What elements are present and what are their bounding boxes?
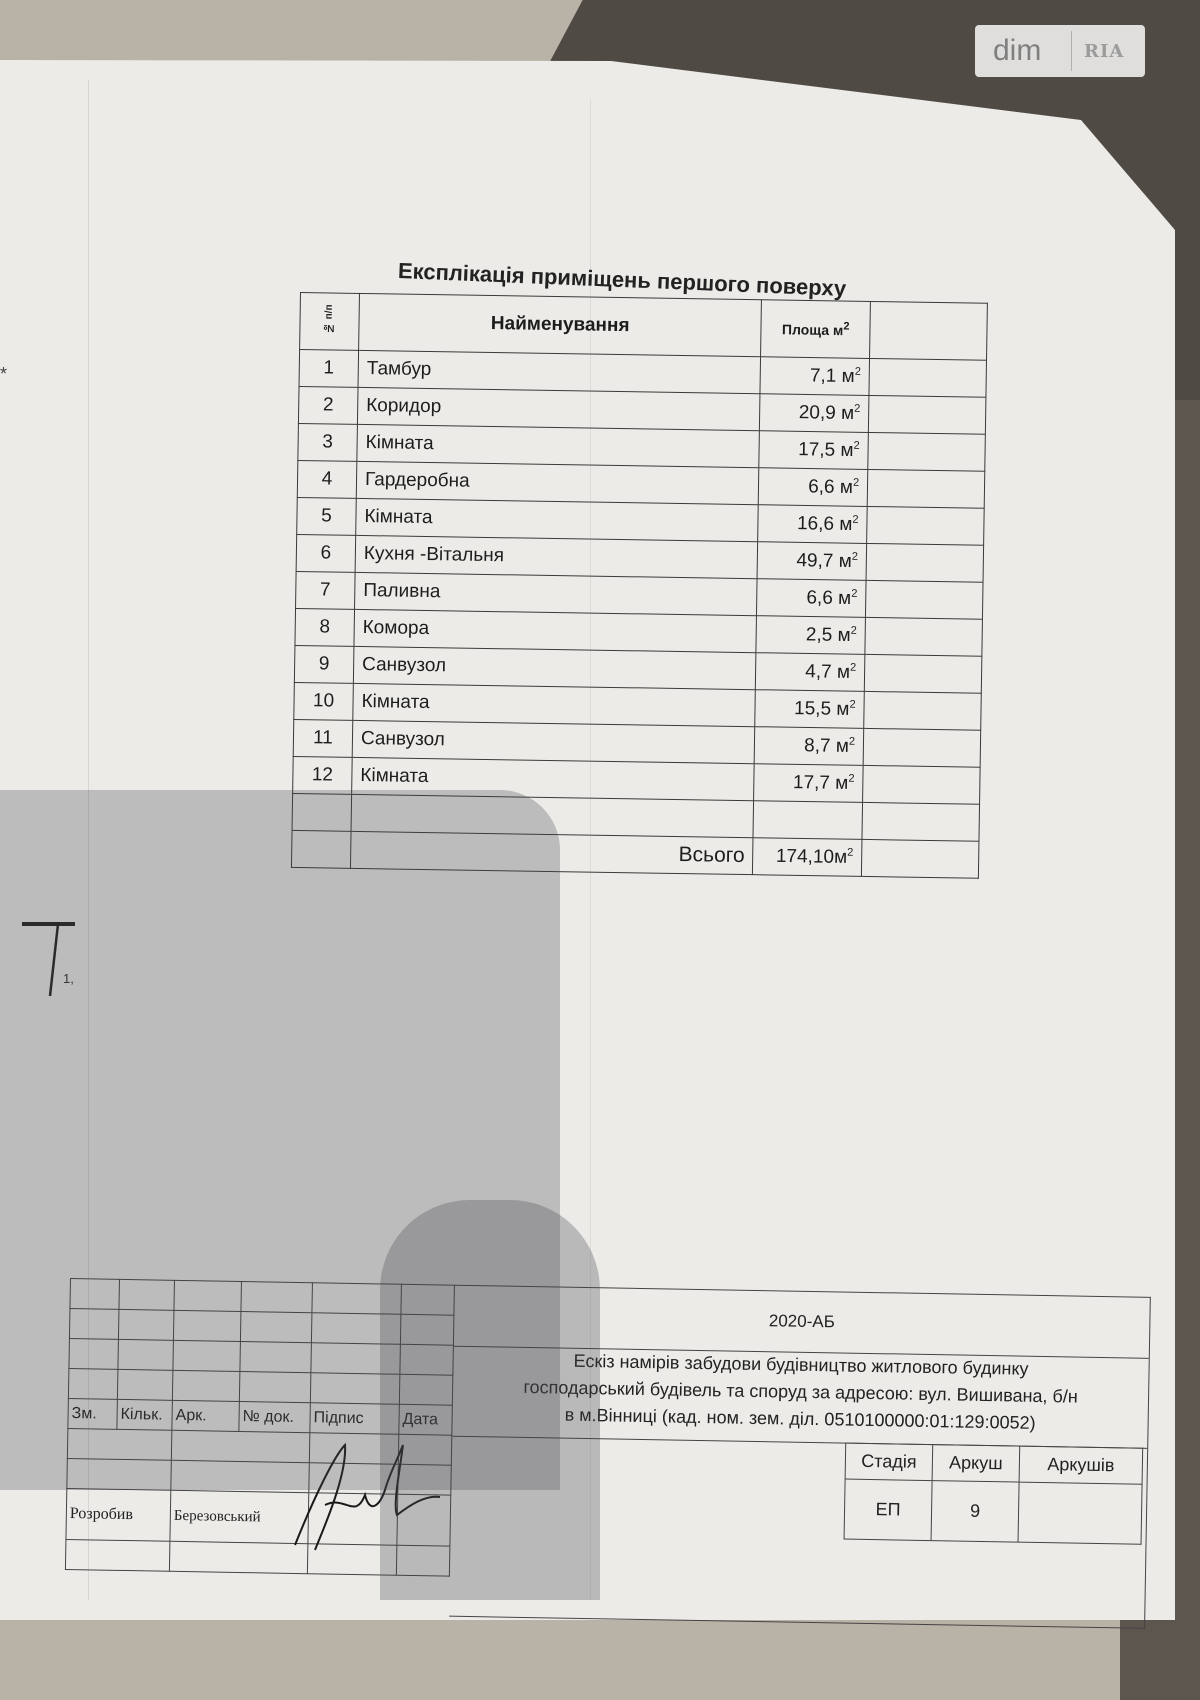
row-extra-cell <box>863 765 981 804</box>
row-number: 3 <box>298 423 358 461</box>
room-area: 6,6 $м^2$ <box>759 468 868 507</box>
row-number: 11 <box>293 719 353 757</box>
room-name: Кухня -Вітальня <box>355 535 758 578</box>
sheet-value: 9 <box>931 1481 1019 1543</box>
total-label: Всього <box>350 831 753 874</box>
room-name: Гардеробна <box>356 461 759 504</box>
row-extra-cell <box>867 469 985 508</box>
stamp-header-ark: Арк. <box>172 1400 240 1431</box>
room-area: 49,7 $м^2$ <box>757 542 866 581</box>
row-extra-cell <box>867 506 985 545</box>
room-name: Санвузол <box>353 646 756 689</box>
asterisk-mark: * <box>0 364 8 384</box>
room-name: Комора <box>354 609 757 652</box>
row-number: 9 <box>294 645 354 683</box>
stamp-header-zm: Зм. <box>68 1398 118 1429</box>
room-area: 4,7 $м^2$ <box>756 653 865 692</box>
row-number: 10 <box>294 682 354 720</box>
room-area: 15,5 $м^2$ <box>755 690 864 729</box>
room-name: Кімната <box>357 424 760 467</box>
room-area: 7,1 $м^2$ <box>760 357 869 396</box>
room-name: Санвузол <box>352 720 755 763</box>
header-area: Площа $м^2$ <box>761 300 871 359</box>
row-extra-cell <box>864 654 982 693</box>
room-area: 17,5 $м^2$ <box>759 431 868 470</box>
header-name: Найменування <box>359 293 762 356</box>
row-extra-cell <box>863 728 981 767</box>
room-area: 2,5 $м^2$ <box>756 616 865 655</box>
stamp-header-signature: Підпис <box>310 1403 400 1435</box>
row-extra-cell <box>869 358 987 397</box>
photo-shadow <box>380 1200 600 1600</box>
watermark-ria-logo: RIA <box>1084 40 1125 62</box>
stamp-developer-name: Березовський <box>170 1490 309 1543</box>
row-extra-cell <box>866 580 984 619</box>
table-header-row <box>300 293 988 361</box>
section-number: 1, <box>63 971 74 986</box>
sheet-header: Аркуш <box>932 1445 1020 1483</box>
room-area: 16,6 $м^2$ <box>758 505 867 544</box>
row-extra-cell <box>864 691 982 730</box>
stage-header: Стадія <box>845 1443 933 1481</box>
row-number: 6 <box>296 534 356 572</box>
sheets-header: Аркушів <box>1019 1446 1143 1484</box>
room-name: Кімната <box>356 498 759 541</box>
room-area: 8,7 $м^2$ <box>755 727 864 766</box>
row-extra-cell <box>865 617 983 656</box>
stamp-developed-label: Розробив <box>66 1488 171 1541</box>
total-value: $174,10м^2$ <box>753 838 862 877</box>
stamp-header-date: Дата <box>399 1404 453 1435</box>
room-area: 17,7 $м^2$ <box>754 764 863 803</box>
row-number: 5 <box>297 497 357 535</box>
description-line: Ескіз намірів забудови будівництво житлового будинку <box>573 1350 1029 1379</box>
stage-table <box>844 1443 1144 1545</box>
room-name: Паливна <box>354 572 757 615</box>
row-number: 4 <box>297 460 357 498</box>
watermark-logo <box>975 25 1145 77</box>
row-number: 8 <box>295 608 355 646</box>
row-number: 7 <box>296 571 356 609</box>
room-name: Тамбур <box>358 350 761 393</box>
row-number: 12 <box>293 756 353 794</box>
stamp-header-kilk: Кільк. <box>117 1399 173 1430</box>
room-name: Коридор <box>357 387 760 430</box>
stage-value: ЕП <box>844 1479 932 1541</box>
room-area: 20,9 $м^2$ <box>760 394 869 433</box>
description-line: в м.Вінниці (кад. ном. зем. діл. 0510100000:01:129:0052) <box>564 1404 1036 1433</box>
stamp-header-doc: № док. <box>239 1401 311 1432</box>
room-area: 6,6 $м^2$ <box>757 579 866 618</box>
row-extra-cell <box>868 432 986 471</box>
row-number: 2 <box>298 386 358 424</box>
header-num: № п/п <box>300 293 360 351</box>
room-name: Кімната <box>353 683 756 726</box>
row-extra-cell <box>866 543 984 582</box>
description-line: господарський будівель та споруд за адресою: вул. Вишивана, б/н <box>523 1376 1078 1407</box>
header-extra <box>870 301 988 360</box>
row-extra-cell <box>868 395 986 434</box>
watermark-brand: dim <box>993 34 1042 67</box>
sheets-total-value <box>1018 1482 1142 1544</box>
document-title: Експлікація приміщень першого поверху <box>397 258 847 301</box>
row-number: 1 <box>299 350 359 388</box>
room-name: Кімната <box>352 757 755 800</box>
project-code: 2020-АБ <box>454 1286 1150 1359</box>
